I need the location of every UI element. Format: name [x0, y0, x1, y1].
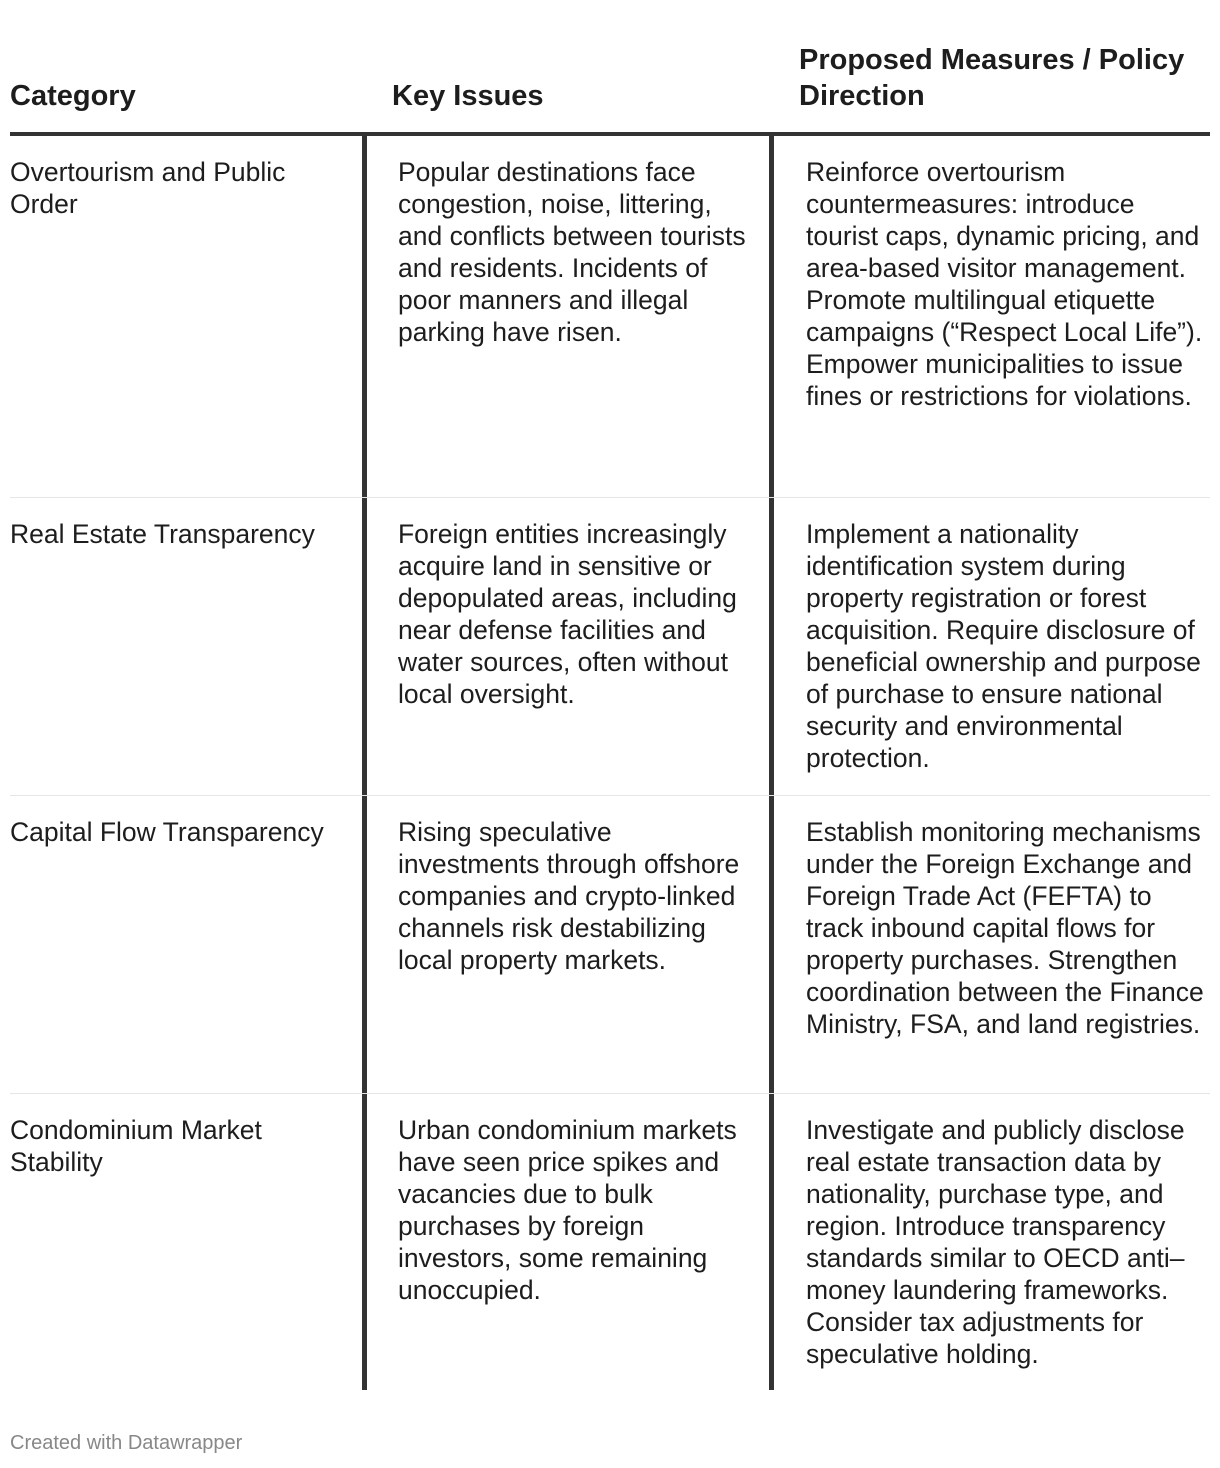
- datawrapper-credit[interactable]: Created with Datawrapper: [10, 1432, 243, 1454]
- cell-key-issues: Popular destinations face congestion, noise, littering, and conflicts between tourists and residents. Incidents of poor manners and illegal parking have risen.: [362, 136, 769, 497]
- cell-category: Capital Flow Transparency: [10, 817, 324, 847]
- table-header: [10, 40, 1210, 136]
- table-row: [10, 498, 1210, 796]
- cell-category: Real Estate Transparency: [10, 519, 315, 549]
- cell-measures: Establish monitoring mechanisms under the Foreign Exchange and Foreign Trade Act (FEFTA) to track inbound capital flows for property purchases. Strengthen coordination between the Finance Ministry, FSA, and land registries.: [769, 796, 1210, 1093]
- cell-category: Overtourism and Public Order: [10, 157, 286, 219]
- table-row: [10, 1094, 1210, 1390]
- policy-table: [10, 40, 1210, 1390]
- cell-key-issues: Urban condominium markets have seen price spikes and vacancies due to bulk purchases by foreign investors, some remaining unoccupied.: [362, 1094, 769, 1390]
- table-row: [10, 136, 1210, 498]
- cell-key-issues: Foreign entities increasingly acquire land in sensitive or depopulated areas, including near defense facilities and water sources, often without local oversight.: [362, 498, 769, 795]
- cell-category: Condominium Market Stability: [10, 1115, 262, 1177]
- cell-key-issues: Rising speculative investments through offshore companies and crypto-linked channels risk destabilizing local property markets.: [362, 796, 769, 1093]
- header-category: Category: [10, 80, 136, 112]
- cell-measures: Investigate and publicly disclose real estate transaction data by nationality, purchase type, and region. Introduce transparency standards similar to OECD anti–money laundering frameworks. Consider tax adjustments for speculative holding.: [769, 1094, 1210, 1390]
- header-key-issues: Key Issues: [392, 80, 544, 112]
- table-row: [10, 796, 1210, 1094]
- cell-measures: Reinforce overtourism countermeasures: introduce tourist caps, dynamic pricing, and area-based visitor management. Promote multilingual etiquette campaigns (“Respect Local Life”). Empower municipalities to issue fines or restrictions for violations.: [769, 136, 1210, 497]
- header-measures: Proposed Measures / Policy Direction: [799, 44, 1185, 112]
- cell-measures: Implement a nationality identification system during property registration or forest acquisition. Require disclosure of beneficial ownership and purpose of purchase to ensure national security and environmental protection.: [769, 498, 1210, 795]
